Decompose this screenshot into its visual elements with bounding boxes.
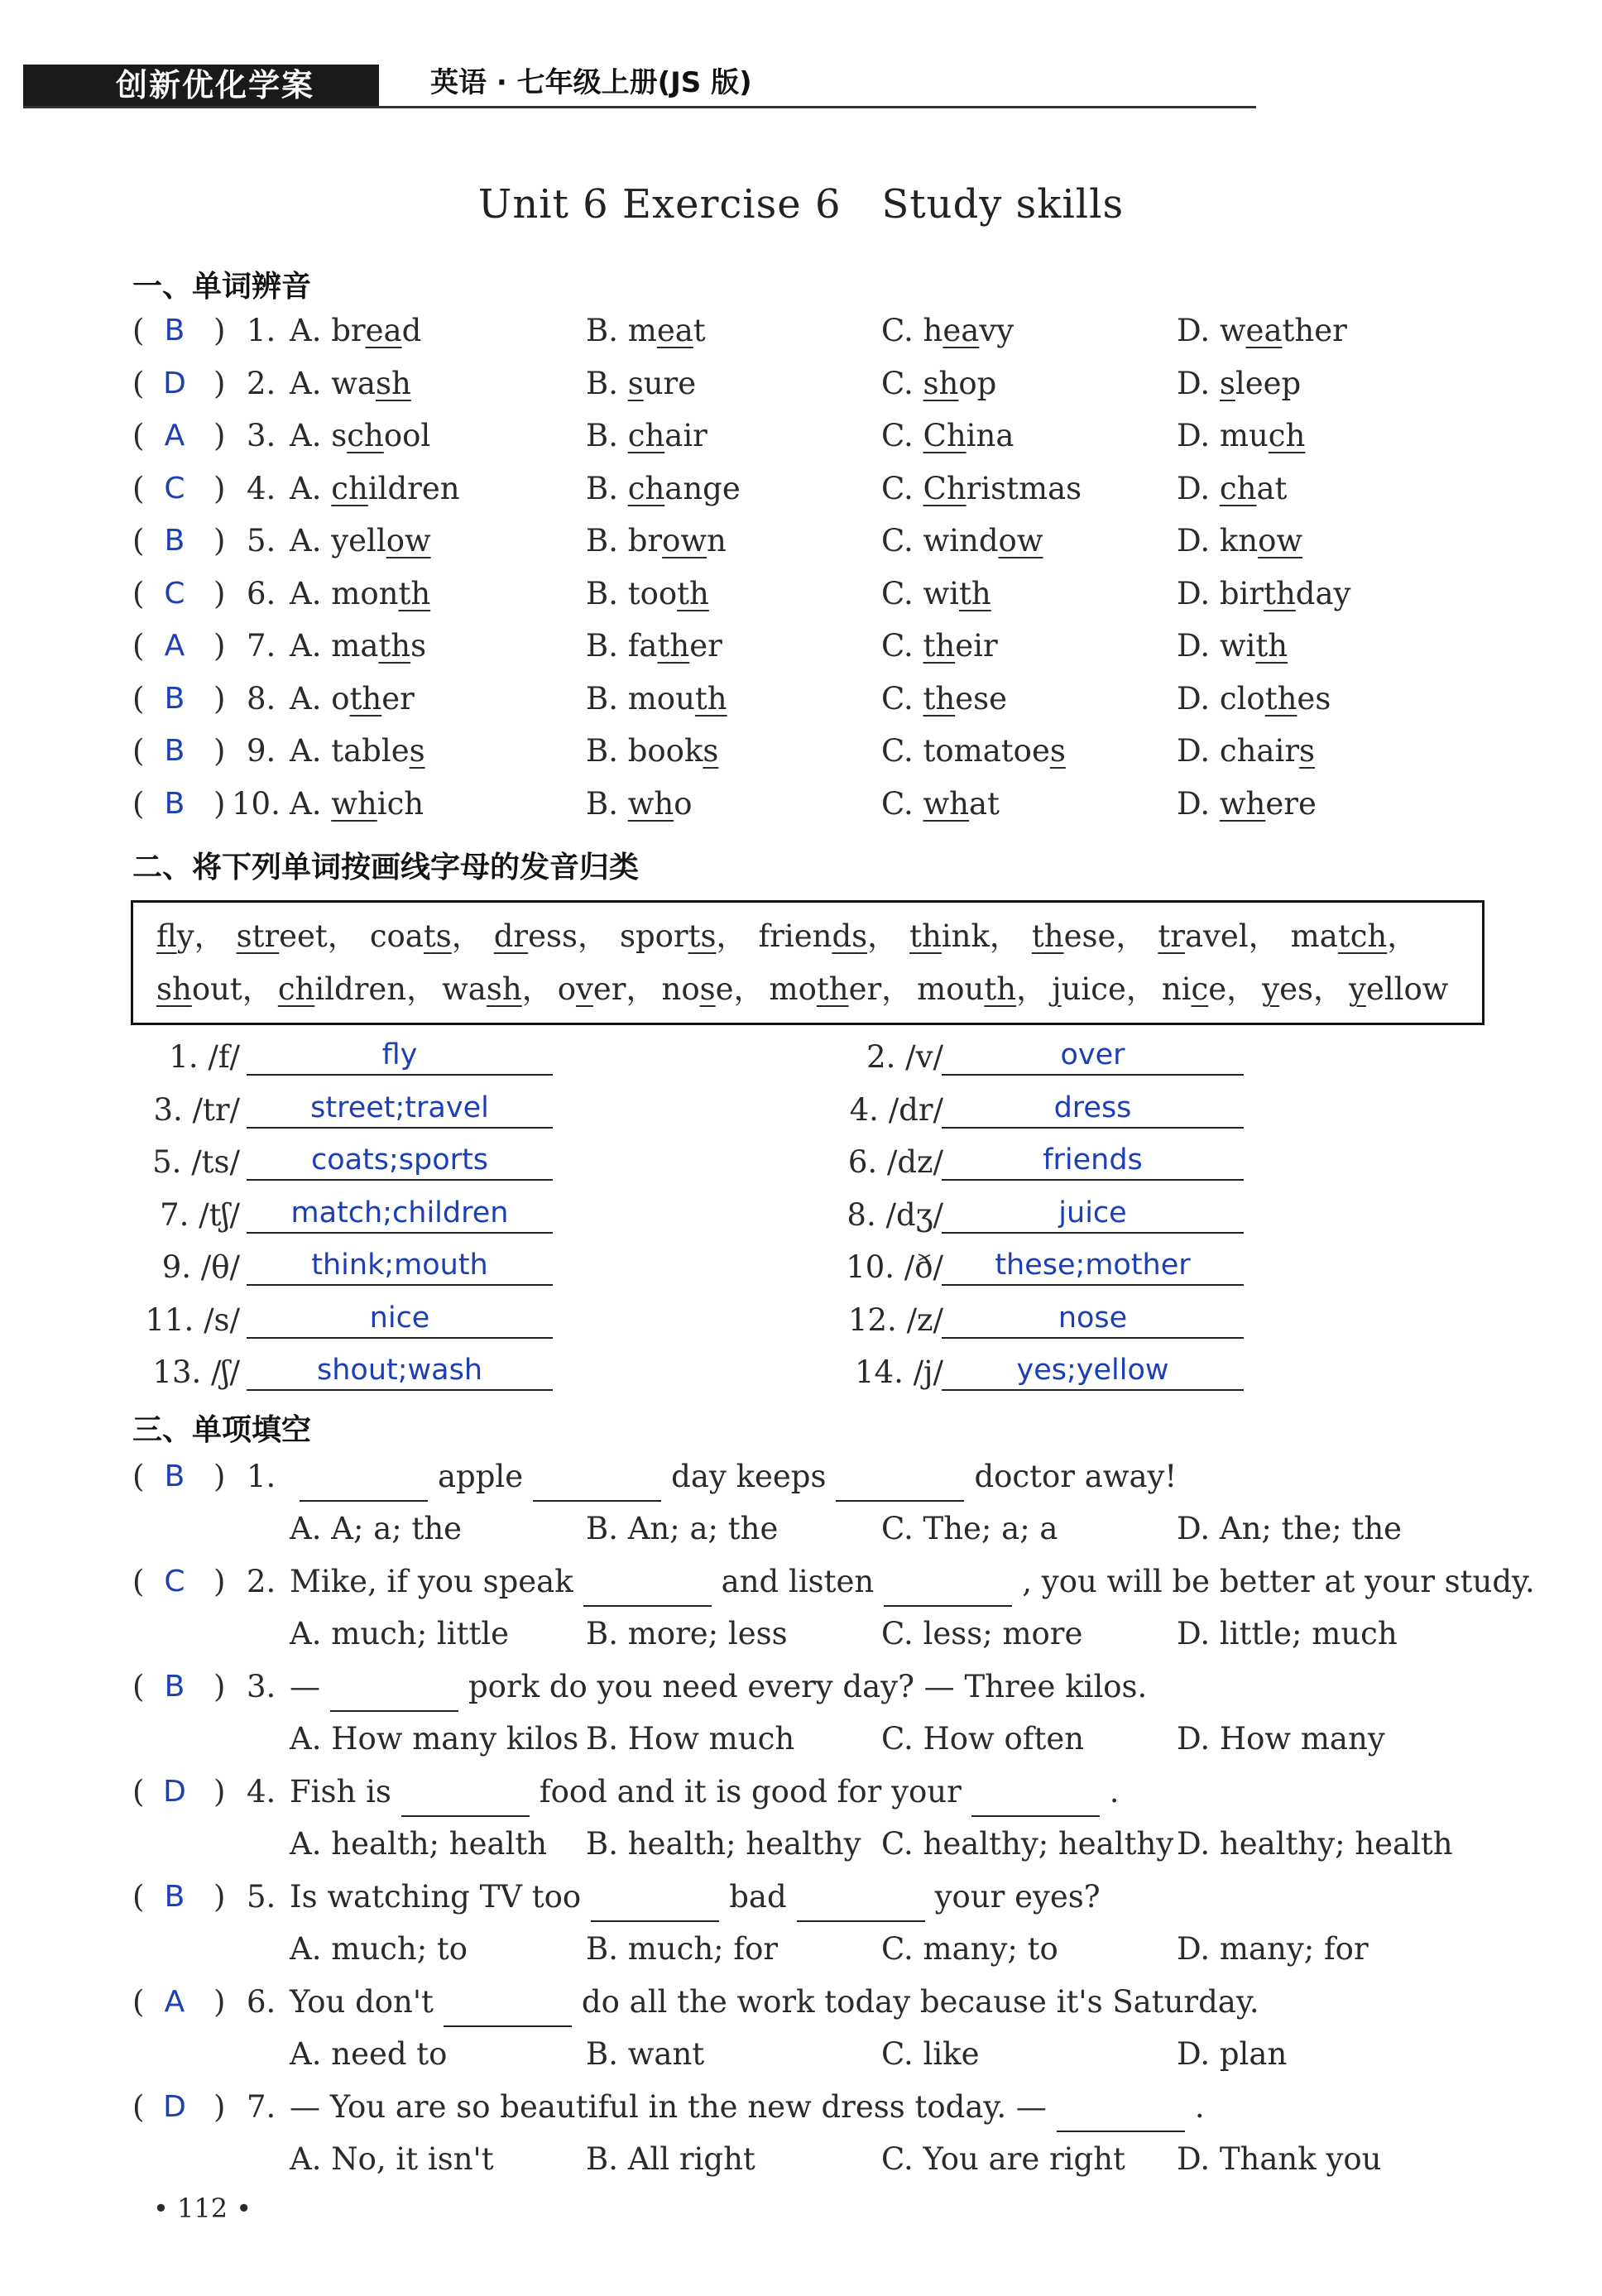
option: A. maths [290,628,427,664]
page-number: • 112 • [153,2193,252,2224]
answer-mark: D [163,366,186,400]
question-stem: apple day keeps doctor away! [290,1452,1177,1502]
phoneme-label: 11. /s/ [145,1301,240,1338]
paren-open: ( [132,418,145,453]
word-item: mother， [769,971,913,1007]
paren-open: ( [132,2089,145,2125]
paren-close: ) [213,1879,226,1915]
option: B. change [586,470,741,506]
word-item: friends， [758,918,899,954]
option: C. these [881,680,1007,717]
question-number: 6. [247,1984,276,2020]
brand-logo: 创新优化学案 [116,67,315,103]
fill-blank[interactable] [971,1782,1100,1817]
answer-mark: C [164,1565,185,1599]
option: D. know [1177,523,1303,558]
answer-mark: C [164,471,185,506]
question-stem: You don't do all the work today because it's Saturday. [290,1977,1259,2027]
paren-close: ) [213,1774,226,1809]
option: D. many; for [1177,1931,1369,1967]
option: A. tables [290,733,425,769]
answer-mark: B [164,1460,185,1493]
word-item: wash， [442,971,553,1007]
phoneme-label: 6. /dz/ [847,1144,943,1180]
word-item: travel， [1158,918,1279,954]
answer-blank[interactable]: coats;sports [247,1141,553,1181]
word-item: coats， [369,918,482,954]
option: D. How many [1177,1721,1385,1757]
answer-mark: B [164,786,185,821]
question-number: 6. [247,575,276,611]
paren-close: ) [213,575,226,611]
paren-open: ( [132,680,145,717]
question-stem: — pork do you need every day? — Three kilos. [290,1662,1147,1712]
paren-open: ( [132,1564,145,1599]
option: B. chair [586,418,707,453]
paren-open: ( [132,523,145,558]
word-item: children， [277,971,438,1007]
option: A. other [290,680,415,717]
answer-mark: A [164,419,185,453]
option: C. healthy; healthy [881,1826,1174,1862]
fill-blank[interactable] [884,1572,1012,1607]
option: A. need to [290,2036,448,2072]
phoneme-label: 7. /tʃ/ [160,1196,240,1233]
section-3-heading: 三、单项填空 [132,1413,312,1447]
question-stem: — You are so beautiful in the new dress today. — . [290,2083,1205,2132]
paren-close: ) [213,733,226,769]
paren-close: ) [213,1564,226,1599]
paren-close: ) [213,680,226,717]
answer-blank[interactable]: dress [942,1089,1244,1129]
fill-blank[interactable] [836,1467,964,1502]
question-number: 7. [247,628,276,664]
question-number: 7. [247,2089,276,2125]
question-stem: Is watching TV too bad your eyes? [290,1872,1101,1922]
paren-open: ( [132,470,145,506]
phoneme-label: 12. /z/ [847,1301,943,1338]
header-rule [23,106,1256,108]
option: A. yellow [290,523,431,558]
word-box-line-1 [156,911,1429,956]
option: B. more; less [586,1616,788,1651]
answer-blank[interactable]: juice [942,1194,1244,1234]
fill-blank[interactable] [1057,2097,1185,2132]
option: B. mouth [586,680,727,717]
paren-close: ) [213,470,226,506]
option: C. what [881,785,1000,822]
answer-blank[interactable]: nose [942,1299,1244,1339]
paren-open: ( [132,1879,145,1915]
question-number: 5. [247,1879,276,1915]
word-item: juice， [1052,971,1157,1007]
option: D. An; the; the [1177,1511,1403,1546]
page-title: Unit 6 Exercise 6 Study skills [477,181,1125,228]
fill-blank[interactable] [583,1572,712,1607]
option: C. You are right [881,2141,1125,2177]
option: B. books [586,733,719,769]
option: A. health; health [290,1826,548,1862]
option: C. How often [881,1721,1085,1757]
option: B. want [586,2036,705,2072]
word-item: nice， [1161,971,1258,1007]
fill-blank[interactable] [533,1467,661,1502]
word-item: think， [909,918,1020,954]
answer-mark: B [164,1880,185,1914]
fill-blank[interactable] [591,1887,719,1922]
answer-blank[interactable]: think;mouth [247,1246,553,1286]
option: C. many; to [881,1931,1058,1967]
option: C. less; more [881,1616,1083,1651]
word-box [131,900,1484,1025]
section-1-heading: 一、单词辨音 [132,270,312,304]
answer-mark: B [164,524,185,558]
answer-blank[interactable]: street;travel [247,1089,553,1129]
option: B. who [586,785,693,822]
option: D. Thank you [1177,2141,1382,2177]
paren-open: ( [132,785,145,822]
option: C. Christmas [881,470,1082,506]
option: A. which [290,785,424,822]
word-item: nose， [661,971,765,1007]
fill-blank[interactable] [401,1782,530,1817]
option: B. All right [586,2141,755,2177]
paren-close: ) [213,1459,226,1494]
option: B. sure [586,365,697,401]
option: D. with [1177,628,1288,664]
answer-mark: D [163,2090,186,2124]
fill-blank[interactable] [300,1467,428,1502]
answer-blank[interactable]: these;mother [942,1246,1244,1286]
option: A. much; to [290,1931,468,1967]
answer-blank[interactable]: shout;wash [247,1351,553,1391]
option: B. brown [586,523,727,558]
section-2-heading: 二、将下列单词按画线字母的发音归类 [132,851,640,884]
phoneme-label: 14. /j/ [854,1354,943,1390]
word-item: street， [236,918,358,954]
option: B. How much [586,1721,795,1757]
paren-close: ) [213,785,226,822]
option: A. school [290,418,431,453]
phoneme-label: 1. /f/ [169,1039,240,1075]
word-item: these， [1031,918,1147,954]
option: B. father [586,628,722,664]
option: B. much; for [586,1931,779,1967]
question-number: 5. [247,523,276,558]
question-number: 8. [247,680,276,717]
option: D. weather [1177,313,1347,348]
option: C. like [881,2036,980,2072]
word-item: shout， [156,971,273,1007]
answer-blank[interactable]: yes;yellow [942,1351,1244,1391]
option: A. A; a; the [290,1511,463,1546]
question-number: 9. [247,733,276,769]
answer-blank[interactable]: over [942,1036,1244,1076]
word-box-line-2 [156,964,1453,1009]
question-stem: Mike, if you speak and listen , you will be better at your study. [290,1557,1535,1607]
question-number: 4. [247,470,276,506]
phoneme-label: 10. /ð/ [846,1249,943,1285]
question-number: 3. [247,1669,276,1704]
fill-blank[interactable] [444,1992,572,2027]
answer-mark: A [164,629,185,663]
paren-open: ( [132,313,145,348]
option: A. How many kilos [290,1721,579,1757]
option: D. clothes [1177,680,1331,717]
word-item: sports， [619,918,747,954]
phoneme-label: 8. /dʒ/ [847,1196,943,1233]
question-number: 2. [247,1564,276,1599]
word-item: match， [1290,918,1418,954]
option: D. where [1177,785,1317,822]
question-number: 1. [247,313,276,348]
answer-blank[interactable]: match;children [247,1194,553,1234]
answer-mark: B [164,314,185,348]
answer-mark: B [164,734,185,768]
fill-blank[interactable] [330,1677,458,1712]
paren-close: ) [213,418,226,453]
option: D. chairs [1177,733,1316,769]
option: A. month [290,575,431,611]
option: A. bread [290,313,422,348]
answer-mark: D [163,1775,186,1809]
option: D. healthy; health [1177,1826,1453,1862]
word-item: mouth， [917,971,1048,1007]
question-number: 4. [247,1774,276,1809]
paren-close: ) [213,313,226,348]
paren-close: ) [213,628,226,664]
option: D. chat [1177,470,1288,506]
answer-blank[interactable]: friends [942,1141,1244,1181]
option: C. heavy [881,313,1014,348]
option: C. with [881,575,991,611]
fill-blank[interactable] [797,1887,925,1922]
paren-open: ( [132,1459,145,1494]
phoneme-label: 13. /ʃ/ [152,1354,240,1390]
question-number: 1. [247,1459,276,1494]
option: B. tooth [586,575,709,611]
option: B. An; a; the [586,1511,779,1546]
option: D. much [1177,418,1306,453]
paren-open: ( [132,365,145,401]
option: C. tomatoes [881,733,1066,769]
book-subtitle: 英语 · 七年级上册(JS 版) [430,66,752,99]
option: C. shop [881,365,997,401]
option: D. plan [1177,2036,1288,2072]
question-stem: Fish is food and it is good for your . [290,1767,1120,1817]
paren-close: ) [213,1984,226,2020]
answer-blank[interactable]: nice [247,1299,553,1339]
answer-mark: A [164,1985,185,2019]
question-number: 3. [247,418,276,453]
paren-close: ) [213,1669,226,1704]
paren-open: ( [132,575,145,611]
option: A. No, it isn't [290,2141,494,2177]
word-item: over， [557,971,657,1007]
paren-open: ( [132,1984,145,2020]
option: A. wash [290,365,411,401]
answer-mark: C [164,576,185,611]
word-item: fly， [156,918,225,954]
option: D. birthday [1177,575,1351,611]
word-item: yes， [1262,971,1344,1007]
option: C. China [881,418,1014,453]
phoneme-label: 4. /dr/ [849,1091,943,1128]
option: A. much; little [290,1616,510,1651]
question-number: 10. [232,785,281,822]
paren-open: ( [132,1774,145,1809]
answer-mark: B [164,1670,185,1704]
option: A. children [290,470,460,506]
paren-open: ( [132,628,145,664]
option: D. little; much [1177,1616,1398,1651]
option: B. health; healthy [586,1826,861,1862]
option: D. sleep [1177,365,1302,401]
paren-close: ) [213,365,226,401]
option: C. their [881,628,998,664]
option: C. window [881,523,1043,558]
option: C. The; a; a [881,1511,1058,1546]
option: B. meat [586,313,706,348]
paren-open: ( [132,1669,145,1704]
word-item: yellow [1348,971,1449,1007]
phoneme-label: 9. /θ/ [161,1249,240,1285]
paren-close: ) [213,523,226,558]
phoneme-label: 5. /ts/ [152,1144,240,1180]
question-number: 2. [247,365,276,401]
paren-open: ( [132,733,145,769]
phoneme-label: 3. /tr/ [153,1091,240,1128]
answer-mark: B [164,681,185,716]
phoneme-label: 2. /v/ [866,1039,943,1075]
word-item: dress， [493,918,608,954]
paren-close: ) [213,2089,226,2125]
answer-blank[interactable]: fly [247,1036,553,1076]
